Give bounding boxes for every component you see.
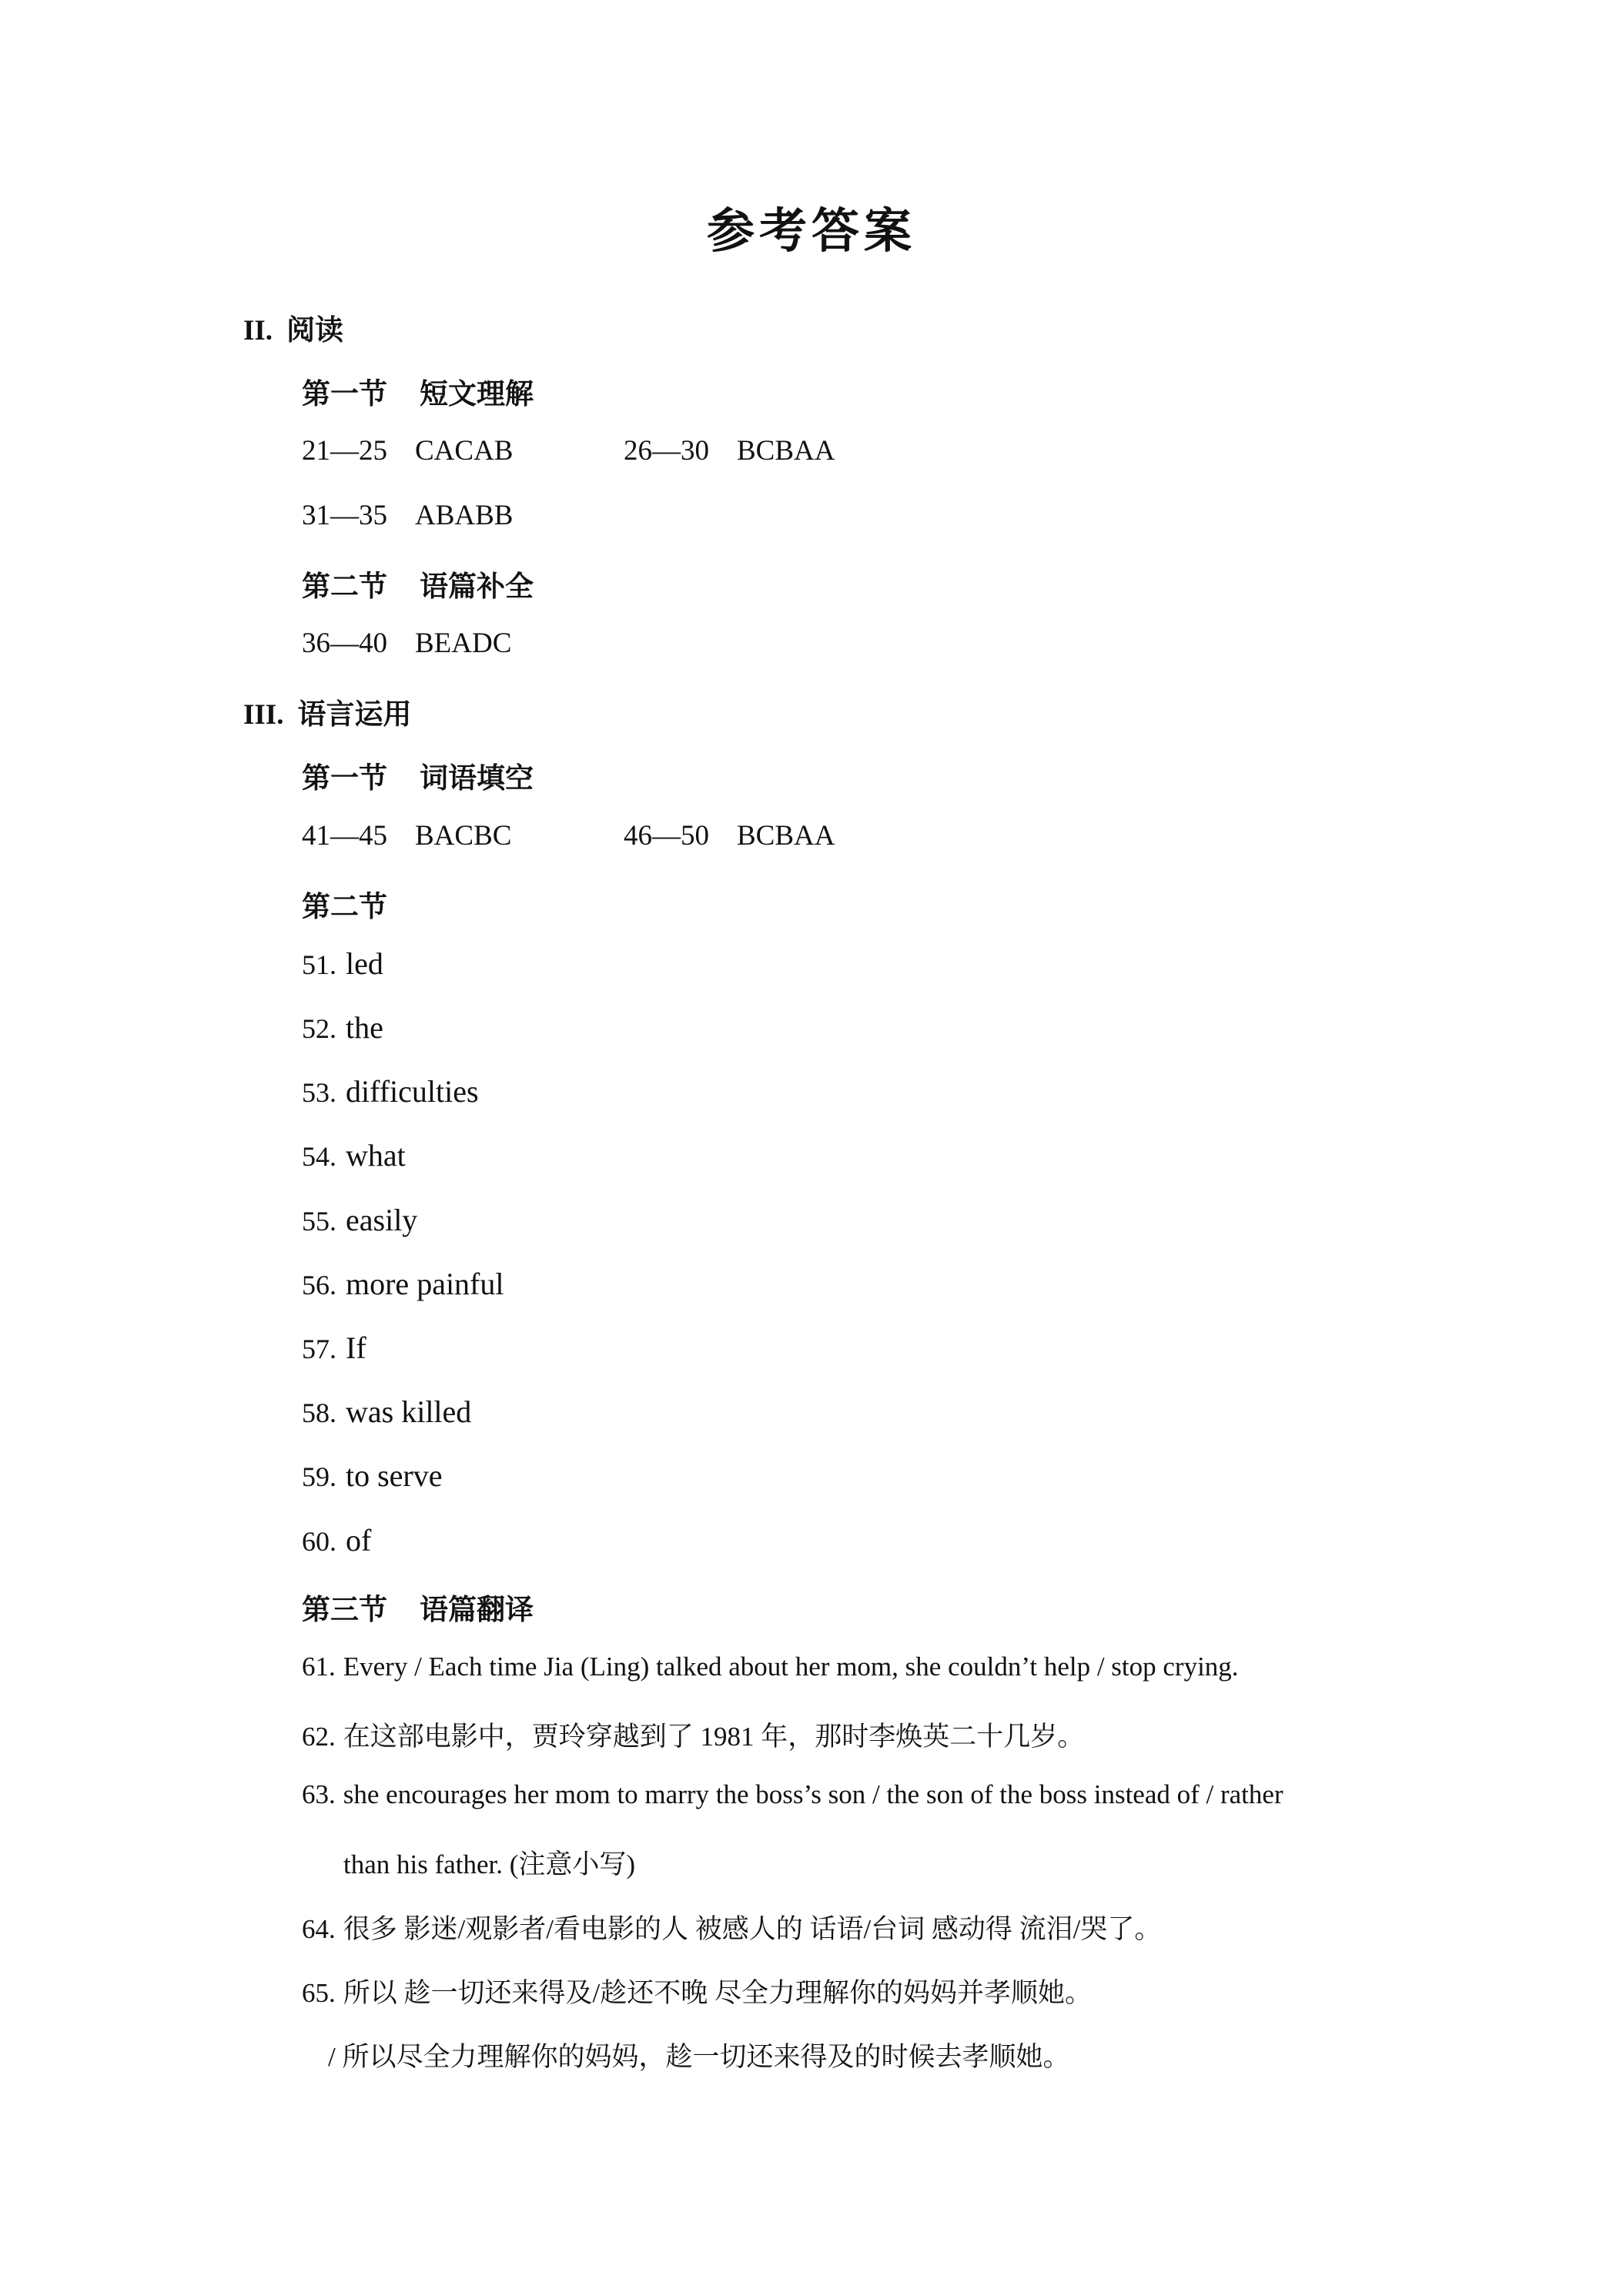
item-answer: 在这部电影中，贾玲穿越到了 1981 年，那时李焕英二十几岁。 xyxy=(343,1722,1085,1752)
fill-answer xyxy=(302,1009,383,1046)
fill-answer xyxy=(302,946,383,982)
subsection-heading xyxy=(302,370,534,412)
subsection-label: 第二节 xyxy=(302,892,387,923)
fill-answer xyxy=(302,1137,406,1173)
answer-range: 41—45 xyxy=(302,820,387,852)
subsection-heading xyxy=(302,755,534,796)
item-number: 60. xyxy=(302,1526,336,1557)
item-number: 56. xyxy=(302,1270,336,1300)
item-number: 57. xyxy=(302,1334,336,1364)
item-answer: difficulties xyxy=(346,1074,479,1109)
item-answer: she encourages her mom to marry the boss’s son / the son of the boss instead of / rather xyxy=(343,1779,1283,1809)
section-name: 语言运用 xyxy=(297,699,412,731)
answer-range: 46—50 xyxy=(624,820,709,852)
translation-answer xyxy=(302,1652,1239,1682)
answer-key: BCBAA xyxy=(737,435,835,467)
translation-answer xyxy=(302,1972,1092,2010)
item-answer: Every / Each time Jia (Ling) talked about her mom, she couldn’t help / stop crying. xyxy=(343,1652,1239,1682)
subsection-label: 第二节 xyxy=(302,571,387,603)
item-answer: 很多 影迷/观影者/看电影的人 被感人的 话语/台词 感动得 流泪/哭了。 xyxy=(343,1914,1162,1944)
translation-answer xyxy=(302,1908,1161,1946)
answer-range: 21—25 xyxy=(302,435,387,467)
fill-answer xyxy=(302,1202,417,1238)
section-name: 阅读 xyxy=(286,315,344,346)
item-number: 52. xyxy=(302,1013,336,1044)
item-answer: 所以 趁一切还来得及/趁还不晚 尽全力理解你的妈妈并孝顺她。 xyxy=(343,1978,1092,2008)
answer-row xyxy=(302,434,835,467)
subsection-heading xyxy=(302,883,387,925)
subsection-name: 短文理解 xyxy=(420,379,534,410)
answer-range: 31—35 xyxy=(302,500,387,531)
item-number: 51. xyxy=(302,949,336,980)
subsection-heading xyxy=(302,563,534,604)
item-answer: was killed xyxy=(346,1394,472,1429)
answer-row xyxy=(302,819,835,852)
item-number: 55. xyxy=(302,1206,336,1237)
translation-answer xyxy=(302,1715,1084,1754)
subsection-label: 第一节 xyxy=(302,379,387,410)
item-answer: If xyxy=(346,1330,366,1365)
translation-answer xyxy=(302,1779,1283,1810)
fill-answer xyxy=(302,1522,371,1558)
item-number: 53. xyxy=(302,1077,336,1108)
fill-answer xyxy=(302,1266,504,1302)
subsection-label: 第一节 xyxy=(302,763,387,795)
subsection-name: 语篇翻译 xyxy=(420,1595,534,1626)
answer-range: 36—40 xyxy=(302,628,387,659)
section-number: III. xyxy=(243,699,284,731)
subsection-name: 语篇补全 xyxy=(420,571,534,603)
section-heading-reading xyxy=(243,306,343,348)
answer-range: 26—30 xyxy=(624,435,709,467)
section-number: II. xyxy=(243,315,273,346)
answer-row xyxy=(302,627,511,660)
translation-answer-alternative: / 所以尽全力理解你的妈妈，趁一切还来得及的时候去孝顺她。 xyxy=(328,2042,1070,2072)
translation-answer-continued: than his father. (注意小写) xyxy=(343,1849,636,1879)
subsection-label: 第三节 xyxy=(302,1595,387,1626)
item-number: 64. xyxy=(302,1914,336,1944)
section-heading-language-use xyxy=(243,691,411,732)
item-number: 65. xyxy=(302,1978,336,2008)
answer-key: CACAB xyxy=(415,435,514,467)
item-answer: what xyxy=(346,1138,406,1173)
item-number: 63. xyxy=(302,1779,336,1809)
item-number: 62. xyxy=(302,1722,336,1752)
subsection-name: 词语填空 xyxy=(420,763,534,795)
answer-key: ABABB xyxy=(415,500,514,531)
fill-answer xyxy=(302,1394,471,1430)
answer-row xyxy=(302,499,513,532)
item-answer: of xyxy=(346,1523,372,1558)
page-title: 参考答案 xyxy=(706,206,916,258)
item-number: 54. xyxy=(302,1141,336,1172)
fill-answer xyxy=(302,1330,366,1366)
item-answer: more painful xyxy=(346,1267,504,1301)
item-number: 58. xyxy=(302,1397,336,1428)
fill-answer xyxy=(302,1458,443,1494)
item-answer: the xyxy=(346,1010,383,1045)
item-number: 59. xyxy=(302,1461,336,1492)
answer-key: BEADC xyxy=(415,628,512,659)
subsection-heading xyxy=(302,1586,534,1628)
item-number: 61. xyxy=(302,1652,336,1682)
item-answer: easily xyxy=(346,1203,418,1237)
item-answer: led xyxy=(346,946,383,981)
fill-answer xyxy=(302,1073,479,1110)
answer-key: BCBAA xyxy=(737,820,835,852)
item-answer: to serve xyxy=(346,1458,443,1493)
answer-key: BACBC xyxy=(415,820,512,852)
